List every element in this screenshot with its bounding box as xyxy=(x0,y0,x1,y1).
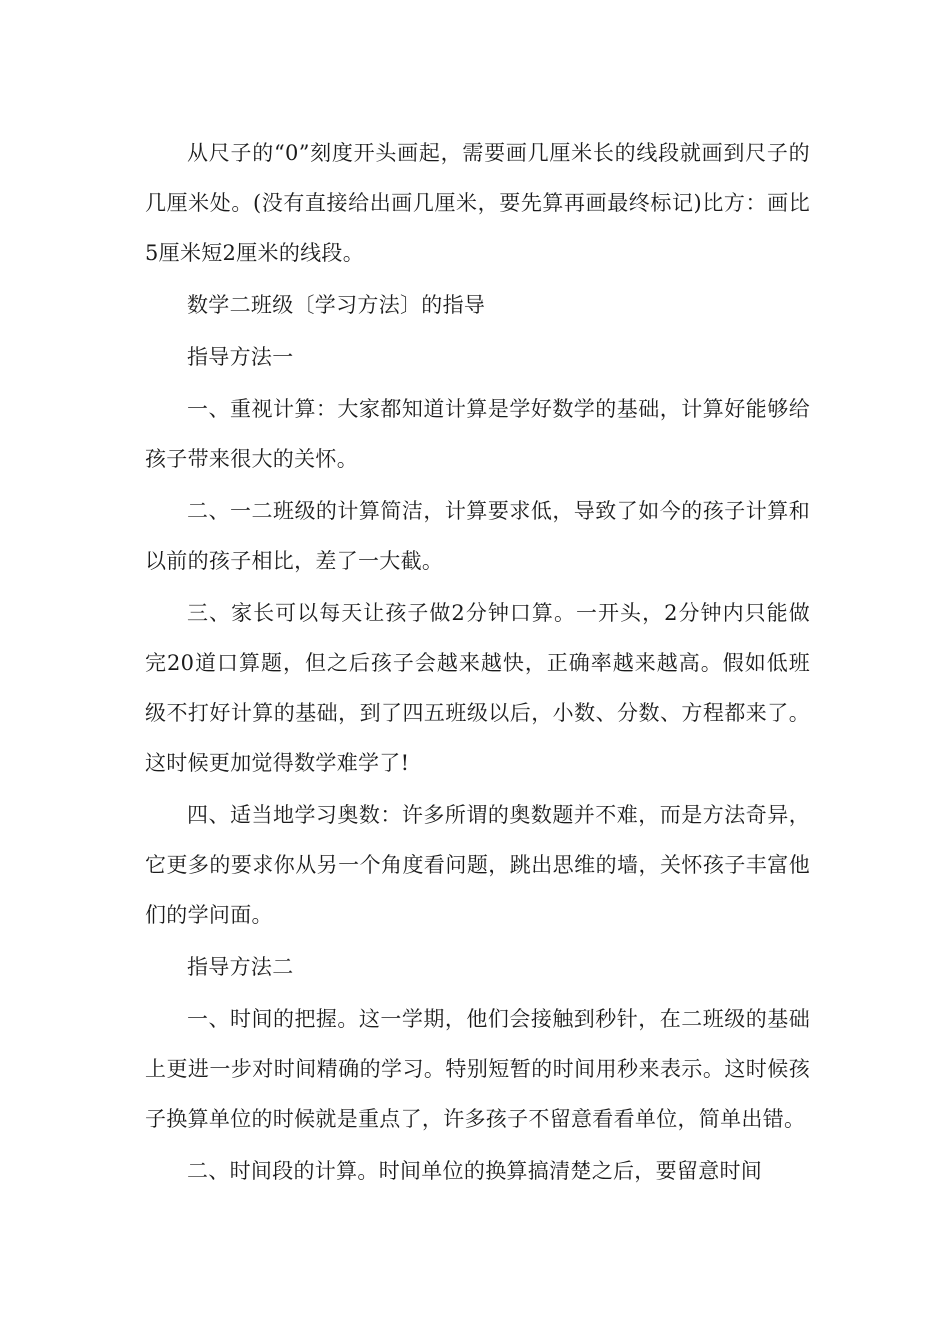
paragraph-time-1: 一、时间的把握。这一学期，他们会接触到秒针，在二班级的基础上更进一步对时间精确的学习。特别短暂的时间用秒来表示。这时候孩子换算单位的时候就是重点了，许多孩子不留意看看单位，简单出错。 xyxy=(145,1007,810,1131)
paragraph-item-4: 四、适当地学习奥数：许多所谓的奥数题并不难，而是方法奇异，它更多的要求你从另一个角度看问题，跳出思维的墙，关怀孩子丰富他们的学问面。 xyxy=(145,803,810,927)
paragraph-item-2: 二、一二班级的计算简洁，计算要求低，导致了如今的孩子计算和以前的孩子相比，差了一大截。 xyxy=(145,499,810,573)
paragraph-item-3: 三、家长可以每天让孩子做2分钟口算。一开头，2分钟内只能做完20道口算题，但之后孩子会越来越快，正确率越来越高。假如低班级不打好计算的基础，到了四五班级以后，小数、分数、方程都来了。这时候更加觉得数学难学了! xyxy=(145,601,810,775)
paragraph-item-1: 一、重视计算：大家都知道计算是学好数学的基础，计算好能够给孩子带来很大的关怀。 xyxy=(145,397,810,471)
subheading-method-two: 指导方法二 xyxy=(187,955,294,979)
paragraph-ruler-drawing: 从尺子的“0”刻度开头画起，需要画几厘米长的线段就画到尺子的几厘米处。(没有直接给出画几厘米，要先算再画最终标记)比方：画比5厘米短2厘米的线段。 xyxy=(145,141,810,265)
paragraph-time-2: 二、时间段的计算。时间单位的换算搞清楚之后，要留意时间 xyxy=(187,1159,763,1183)
subheading-method-one: 指导方法一 xyxy=(187,345,294,369)
document-body xyxy=(145,128,810,1198)
section-heading: 数学二班级〔学习方法〕的指导 xyxy=(187,293,486,317)
